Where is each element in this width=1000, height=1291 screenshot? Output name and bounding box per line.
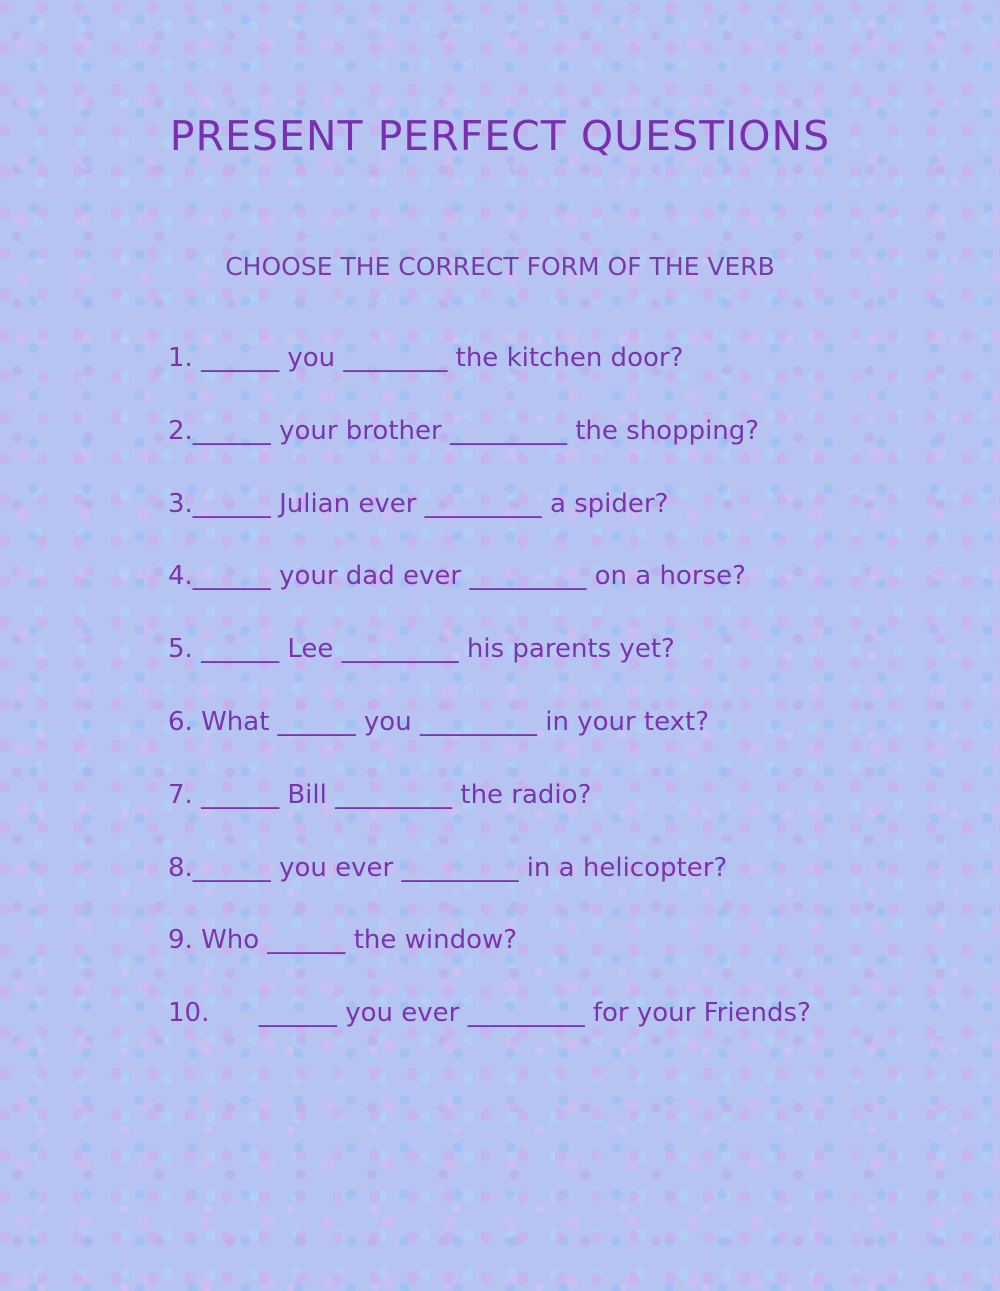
question-item: 9. Who ______ the window? (168, 925, 518, 956)
question-item: 10. ______ you ever _________ for your Friends? (168, 998, 811, 1029)
question-item: 5. ______ Lee _________ his parents yet? (168, 634, 675, 665)
question-list (168, 337, 811, 1065)
question-item: 2.______ your brother _________ the shopping? (168, 415, 760, 446)
question-item: 4.______ your dad ever _________ on a horse? (168, 561, 746, 592)
question-item: 1. ______ you ________ the kitchen door? (168, 343, 684, 373)
question-item: 6. What ______ you _________ in your text? (168, 706, 710, 737)
instruction-text: CHOOSE THE CORRECT FORM OF THE VERB (225, 252, 775, 281)
page-title: PRESENT PERFECT QUESTIONS (169, 112, 831, 160)
question-item: 8.______ you ever _________ in a helicopter? (168, 852, 728, 883)
question-item: 7. ______ Bill _________ the radio? (168, 779, 592, 810)
question-item: 3.______ Julian ever _________ a spider? (168, 488, 669, 519)
